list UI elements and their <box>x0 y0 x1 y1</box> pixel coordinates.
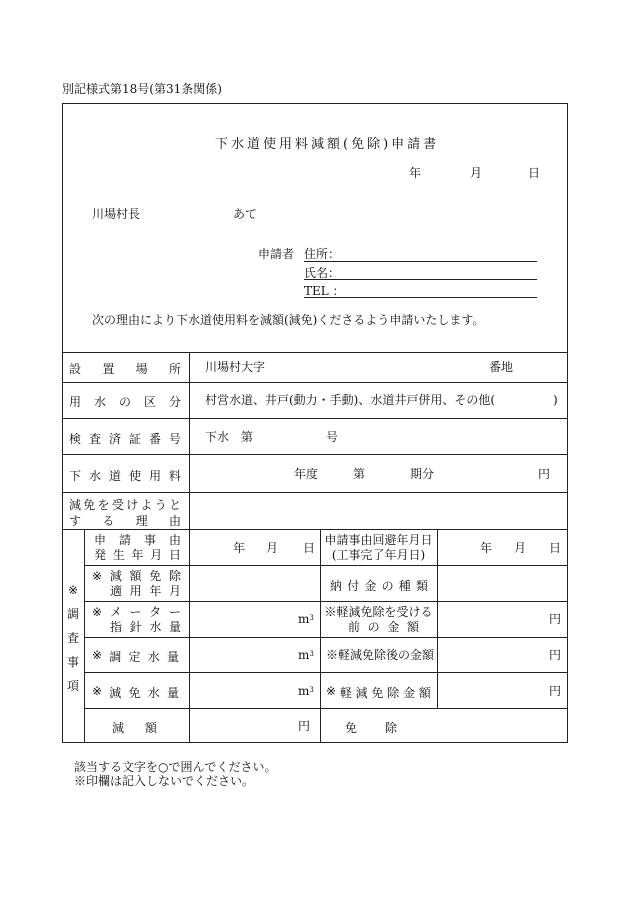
row-rule <box>84 637 568 638</box>
address-label: 住所： <box>304 247 341 261</box>
note-do-not-fill: ※印欄は記入しないでください。 <box>74 774 255 788</box>
row-rule <box>62 382 568 383</box>
name-field[interactable] <box>304 279 537 280</box>
resolve-day: 日 <box>549 541 562 555</box>
adjusted-water-unit: $m^3$ <box>298 648 314 662</box>
survey-side-label: ※ 調 査 事 項 <box>66 583 79 693</box>
row-rule <box>62 492 568 493</box>
inspection-suffix: 号 <box>326 430 339 444</box>
tel-label: TEL ： <box>304 284 345 298</box>
meter-unit: $m^3$ <box>298 612 314 626</box>
column-rule <box>437 529 438 708</box>
row-rule <box>84 708 568 709</box>
row-rule <box>62 529 568 530</box>
column-rule <box>84 529 85 743</box>
occur-month: 月 <box>266 541 279 555</box>
addressee-name: 川場村長 <box>92 207 141 221</box>
after-amount-yen: 円 <box>549 648 562 662</box>
water-type-options: 村営水道、井戸(動力・手動)、水道井戸併用、その他( <box>205 393 496 407</box>
location-label: 設 置 場 所 <box>69 362 181 376</box>
after-amount-label: ※軽減免除後の金額 <box>326 648 435 662</box>
addressee-suffix: あて <box>233 207 258 221</box>
payment-type-label: 納 付 金 の 種 類 <box>330 579 428 593</box>
location-value: 川場村大字 <box>205 360 266 374</box>
resolve-month: 月 <box>514 541 527 555</box>
fee-yen: 円 <box>538 467 551 481</box>
fee-label: 下 水 道 使 用 料 <box>69 469 181 483</box>
occur-day: 日 <box>303 541 316 555</box>
before-amount-yen: 円 <box>549 612 562 626</box>
date-month-label: 月 <box>470 166 483 180</box>
before-amount-label: ※軽減免除を受ける 前 の 金 額 <box>324 605 433 634</box>
exemption-label: 免 除 <box>345 721 397 735</box>
occur-year: 年 <box>233 541 246 555</box>
reason-label-line1: 減 免 を 受 け よ う と <box>69 498 181 512</box>
column-rule <box>189 352 190 743</box>
row-rule <box>84 565 568 566</box>
fee-fiscal: 年度 <box>294 467 319 481</box>
address-field[interactable] <box>304 261 537 262</box>
tel-field[interactable] <box>304 297 537 298</box>
fee-no: 第 <box>353 467 366 481</box>
date-day-label: 日 <box>528 166 541 180</box>
meter-label: ※ メ ー タ ー 指 針 水 量 <box>92 605 181 634</box>
row-rule <box>84 601 568 602</box>
reduced-amount-label: ※ 軽 減 免 除 金 額 <box>326 684 431 700</box>
row-rule <box>62 418 568 419</box>
applicant-label: 申請者 <box>258 247 295 261</box>
occur-date-label: 申 請 事 由 発 生 年 月 日 <box>94 533 181 562</box>
inspection-prefix: 下水 第 <box>205 430 254 444</box>
apply-date-label: ※ 減 額 免 除 適 用 年 月 <box>92 569 181 598</box>
reduced-water-unit: $m^3$ <box>298 684 314 698</box>
row-rule <box>62 454 568 455</box>
form-number: 別記様式第18号(第31条関係) <box>62 82 222 96</box>
inspection-label: 検 査 済 証 番 号 <box>69 432 181 446</box>
resolve-year: 年 <box>480 541 493 555</box>
location-suffix: 番地 <box>489 360 514 374</box>
reduction-yen: 円 <box>298 719 311 733</box>
reduced-amount-yen: 円 <box>549 684 562 698</box>
row-rule <box>84 672 568 673</box>
adjusted-water-label: ※ 調 定 水 量 <box>92 648 179 664</box>
name-label: 氏名： <box>304 266 341 280</box>
resolve-date-label: 申請事由回避年月日 (工事完了年月日) <box>324 533 433 562</box>
application-form <box>62 103 568 743</box>
table-top-rule <box>62 352 568 353</box>
fee-period: 期分 <box>410 467 435 481</box>
note-circle-instruction: 該当する文字を○で囲んでください。 <box>74 760 277 774</box>
water-type-label: 用 水 の 区 分 <box>69 395 181 409</box>
reduction-label: 減 額 <box>112 721 157 735</box>
reason-label-line2: す る 理 由 <box>69 514 181 528</box>
application-statement: 次の理由により下水道使用料を減額(減免)くださるよう申請いたします。 <box>92 313 485 327</box>
reduced-water-label: ※ 減 免 水 量 <box>92 684 179 700</box>
form-title: 下水道使用料減額(免除)申請書 <box>215 137 440 152</box>
water-type-close: ) <box>553 393 558 407</box>
date-year-label: 年 <box>409 166 422 180</box>
